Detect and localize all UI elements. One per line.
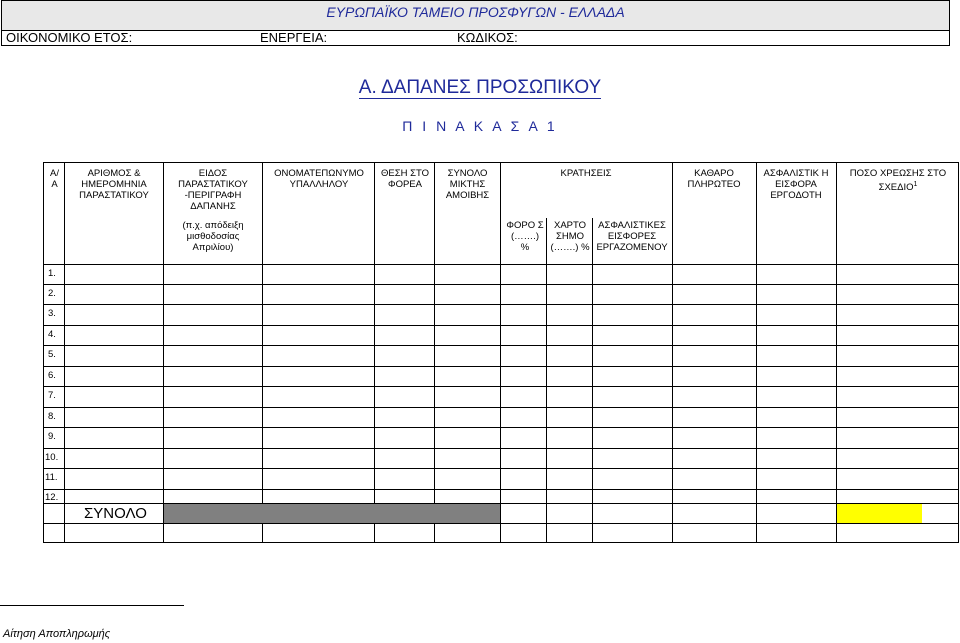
section-title: Α. ΔΑΠΑΝΕΣ ΠΡΟΣΩΠΙΚΟΥ [358, 77, 602, 98]
col-employee-name: ΟΝΟΜΑΤΕΠΩΝΥΜΟ ΥΠΑΛΛΗΛΟΥ [274, 168, 364, 190]
row-number: 9. [48, 431, 56, 442]
row-number: 1. [48, 268, 56, 279]
col-gross-pay: ΣΥΝΟΛΟ ΜΙΚΤΗΣ ΑΜΟΙΒΗΣ [445, 168, 490, 201]
row-number: 7. [48, 390, 56, 401]
shaded-cells [164, 504, 500, 523]
footnote: Αίτηση Αποπληρωμής [3, 628, 111, 640]
code-label: ΚΩΔΙΚΟΣ: [457, 30, 518, 45]
col-number-date: ΑΡΙΘΜΟΣ & ΗΜΕΡΟΜΗΝΙΑ ΠΑΡΑΣΤΑΤΙΚΟΥ [79, 168, 149, 201]
org-title: ΕΥΡΩΠΑΪΚΟ ΤΑΜΕΙΟ ΠΡΟΣΦΥΓΩΝ - ΕΛΛΑΔΑ [326, 4, 625, 20]
col-charge-amount: ΠΟΣΟ ΧΡΕΩΣΗΣ ΣΤΟ ΣΧΕΔΙΟ$^1$ [849, 168, 947, 194]
row-number: 5. [48, 349, 56, 360]
row-number: 2. [48, 288, 56, 299]
expense-table [43, 162, 959, 543]
col-employer-contribution: ΑΣΦΑΛΙΣΤΙΚ Η ΕΙΣΦΟΡΑ ΕΡΓΟΔΟΤΗ [763, 168, 829, 201]
table-title: Π Ι Ν Α Κ Α Σ Α 1 [402, 118, 558, 134]
col-aa: Α/ Α [50, 168, 59, 190]
col-tax: ΦΟΡΟ Σ (…….) % [506, 220, 544, 253]
action-label: ΕΝΕΡΓΕΙΑ: [260, 30, 328, 45]
form-header [1, 0, 950, 46]
col-type-note: (π.χ. απόδειξη μισθοδοσίας Απριλίου) [182, 220, 244, 253]
col-type: ΕΙΔΟΣ ΠΑΡΑΣΤΑΤΙΚΟΥ -ΠΕΡΙΓΡΑΦΗ ΔΑΠΑΝΗΣ [178, 168, 248, 212]
highlighted-total-cell [837, 504, 922, 523]
fiscal-year-label: ΟΙΚΟΝΟΜΙΚΟ ΕΤΟΣ: [6, 30, 133, 45]
footnote-rule [0, 605, 184, 606]
row-number: 8. [48, 411, 56, 422]
col-position: ΘΕΣΗ ΣΤΟ ΦΟΡΕΑ [381, 168, 429, 190]
header-fields-bar [1, 30, 950, 46]
row-number: 12. [45, 492, 59, 503]
total-label: ΣΥΝΟΛΟ [84, 505, 147, 522]
row-number: 11. [45, 472, 58, 483]
col-stamp-duty: ΧΑΡΤΟ ΣΗΜΟ (…….) % [550, 220, 590, 253]
row-number: 3. [48, 308, 56, 319]
col-employee-insurance: ΑΣΦΑΛΙΣΤΙΚΕΣ ΕΙΣΦΟΡΕΣ ΕΡΓΑΖΟΜΕΝΟΥ [596, 220, 668, 253]
row-number: 10. [45, 452, 59, 463]
col-net-payable: ΚΑΘΑΡΟ ΠΛΗΡΩΤΕΟ [687, 168, 741, 190]
row-number: 4. [48, 329, 56, 340]
header-title-bar [1, 0, 950, 31]
col-deductions: ΚΡΑΤΗΣΕΙΣ [560, 168, 612, 179]
row-number: 6. [48, 370, 56, 381]
